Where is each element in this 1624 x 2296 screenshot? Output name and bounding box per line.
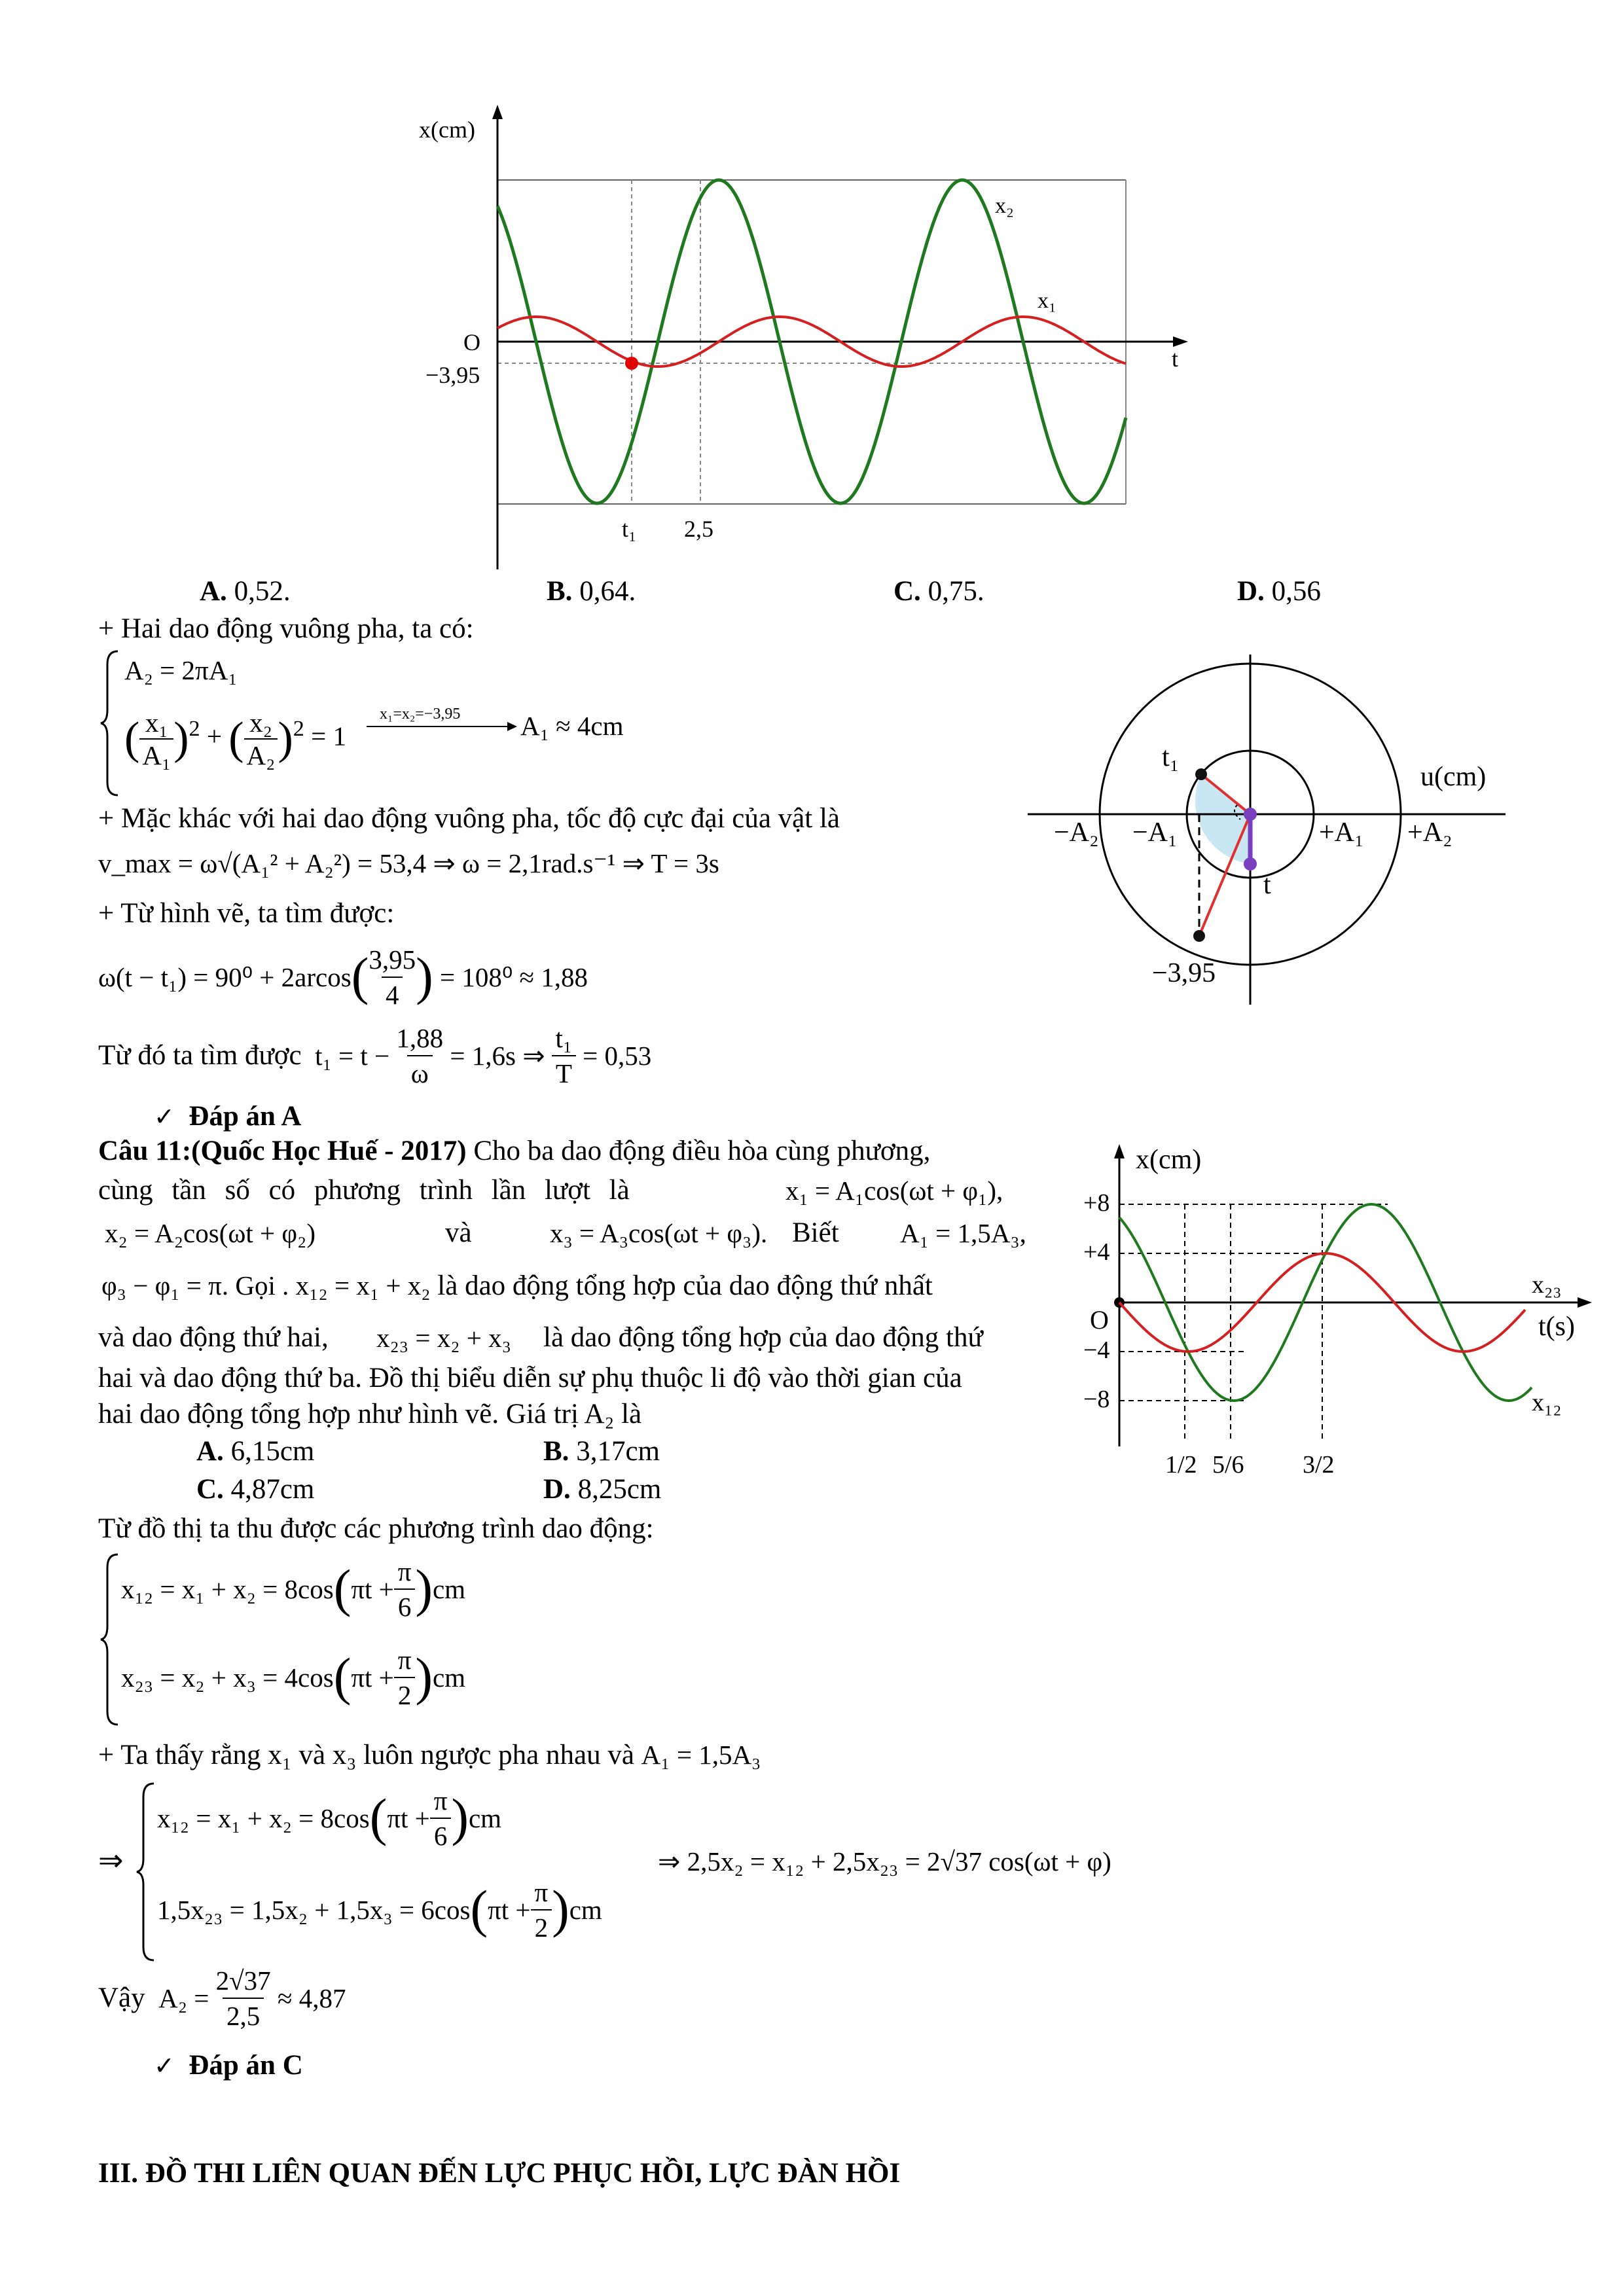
omega-equation: $\omega(t - t_1) = 90^0 + 2arcos(\frac{3,95}{4}) = 108^0 \approx 1,88$	[98, 942, 588, 1021]
x-tick-five-sixths: 5/6	[1212, 1451, 1244, 1479]
check-icon: ✓	[154, 2051, 175, 2080]
eq-x12: $x_{12} = x_1 + x_2 = 8\cos(\pi t +\frac{\pi}{6})cm$	[121, 1554, 465, 1624]
level-label: −3,95	[1152, 958, 1216, 988]
check-icon: ✓	[154, 1102, 175, 1131]
answer-a: ✓ Đáp án A	[154, 1101, 302, 1132]
x12-label: x₁₂	[1532, 1389, 1562, 1416]
q11-line-5: và dao động thứ hai, x₂₃ = x₂ + x₃ là dao động tổng hợp của dao động thứ	[98, 1322, 983, 1353]
u-axis-label: u(cm)	[1420, 762, 1487, 792]
phasor-circle-diagram	[1015, 648, 1538, 1014]
vmax-equation: v_max = ω√(A₁² + A₂²) = 53,4 ⇒ ω = 2,1rad.s⁻¹ ⇒ T = 3s	[98, 848, 719, 878]
choice-d: D. 0,56	[1237, 576, 1321, 607]
y-axis-label: x(cm)	[1136, 1145, 1202, 1175]
q11-choice-b: B. 3,17cm	[543, 1436, 660, 1467]
q11-line-7: hai dao động tổng hợp như hình vẽ. Giá trị A₂ là	[98, 1399, 642, 1429]
choice-a: A. 0,52.	[200, 576, 291, 607]
q11-line-3: x₂ = A₂cos(ωt + φ₂) và x₃ = A₃cos(ωt + φ₃). Biết A₁ = 1,5A₃,	[105, 1217, 1026, 1248]
choice-c: C. 0,75.	[893, 576, 984, 607]
y-axis-arrow	[1114, 1144, 1125, 1158]
x-axis-arrow	[1578, 1297, 1592, 1308]
eq-x23: $x_{23} = x_2 + x_3 = 4\cos(\pi t +\frac{\pi}{2})cm$	[121, 1643, 465, 1712]
t1-equation: Từ đó ta tìm được $t_1 = t - \frac{1,88}{\omega} = 1,6s$ ⇒ $\frac{\text{t₁}}{T} = 0,53$	[98, 1021, 651, 1100]
y-axis-label: x(cm)	[419, 117, 475, 143]
section-title: III. ĐỒ THI LIÊN QUAN ĐẾN LỰC PHỤC HỒI, LỰC ĐÀN HỒI	[98, 2158, 901, 2189]
system-eq-b: ( x₁ A₁)$^2$ + ( x₂ A₂)$^2$ = 1	[124, 708, 346, 770]
intersection-point	[625, 357, 638, 370]
y-tick-minus4: −4	[1083, 1336, 1110, 1364]
solution-line-1: + Hai dao động vuông pha, ta có:	[98, 613, 474, 644]
y-tick-plus4: +4	[1083, 1238, 1110, 1266]
outer-point	[1193, 930, 1205, 942]
q11-line-1: Câu 11:(Quốc Học Huế - 2017) Cho ba dao động điều hòa cùng phương,	[98, 1136, 931, 1166]
minus-a2-label: −A₂	[1054, 817, 1099, 848]
level-label: −3,95	[425, 362, 480, 388]
solution-line-3: + Từ hình vẽ, ta tìm được:	[98, 898, 395, 929]
sector-fill	[1195, 774, 1250, 864]
choice-b: B. 0,64.	[547, 576, 636, 607]
x-tick-half: 1/2	[1165, 1451, 1197, 1479]
y-axis-arrow	[492, 105, 503, 119]
brace-2	[98, 1551, 124, 1728]
solution-line-2: + Mặc khác với hai dao động vuông pha, tốc độ cực đại của vật là	[98, 803, 840, 834]
long-arrow	[363, 720, 520, 733]
implies-symbol: ⇒	[98, 1844, 124, 1877]
q11-line-4: φ₃ − φ₁ = π. Gọi . x₁₂ = x₁ + x₂ là dao động tổng hợp của dao động thứ nhất	[101, 1270, 933, 1301]
chart-x12-x23	[1060, 1139, 1597, 1499]
answer-c: ✓ Đáp án C	[154, 2050, 303, 2081]
q11-choice-d: D. 8,25cm	[543, 1474, 662, 1505]
chart-x1-x2	[406, 98, 1204, 583]
origin-label: O	[463, 329, 480, 355]
t1-label: t₁	[1162, 742, 1180, 772]
center-point	[1244, 808, 1257, 821]
system-eq-a: A₂ = 2πA₁	[124, 655, 238, 685]
x2-label: x₂	[995, 194, 1014, 218]
q11-line-6: hai và dao động thứ ba. Đồ thị biểu diễn sự phụ thuộc li độ vào thời gian của	[98, 1363, 962, 1393]
t25-label: 2,5	[684, 516, 713, 542]
brace-3	[134, 1780, 160, 1964]
q11-choice-a: A. 6,15cm	[196, 1436, 315, 1467]
eq-x23-b: $1,5x_{23} = 1,5x_2 + 1,5x_3 = 6\cos(\pi t +\frac{\pi}{2})cm$	[157, 1875, 602, 1945]
a2-result-equation: Vậy $A_2 = \frac{2√37}{2,5} \approx 4,87$	[98, 1964, 346, 2042]
t-label: t	[1263, 870, 1271, 900]
arrow-condition: x₁=x₂=−3,95	[380, 706, 461, 723]
q11-choice-c: C. 4,87cm	[196, 1474, 315, 1505]
x23-label: x₂₃	[1532, 1271, 1562, 1299]
y-tick-minus8: −8	[1083, 1386, 1110, 1413]
eq-combined: ⇒ 2,5x₂ = x₁₂ + 2,5x₂₃ = 2√37 cos(ωt + φ)	[658, 1846, 1111, 1876]
plus-a1-label: +A₁	[1319, 817, 1364, 848]
q11-solution-intro: Từ đồ thị ta thu được các phương trình dao động:	[98, 1513, 654, 1544]
origin-label: O	[1090, 1305, 1109, 1335]
plus-a2-label: +A₂	[1407, 817, 1453, 848]
a1-result: A₁ ≈ 4cm	[520, 711, 624, 741]
x-axis-label: t(s)	[1538, 1312, 1575, 1342]
t-point	[1244, 857, 1257, 870]
t1-point	[1195, 768, 1207, 780]
x1-label: x₁	[1038, 289, 1056, 313]
q11-line-2: cùng tần số có phương trình lần lượt là x₁ = A₁cos(ωt + φ₁),	[98, 1175, 1003, 1206]
minus-a1-label: −A₁	[1132, 817, 1178, 848]
x-axis-label: t	[1172, 346, 1179, 372]
x-tick-three-halves: 3/2	[1303, 1451, 1335, 1479]
brace-1	[98, 648, 124, 798]
q11-solution-line-2: + Ta thấy rằng x₁ và x₃ luôn ngược pha nhau và A₁ = 1,5A₃	[98, 1740, 761, 1770]
y-tick-plus8: +8	[1083, 1189, 1110, 1217]
t1-label: t₁	[622, 516, 637, 542]
eq-x12-b: $x_{12} = x_1 + x_2 = 8\cos(\pi t +\frac{\pi}{6})cm$	[157, 1784, 501, 1853]
